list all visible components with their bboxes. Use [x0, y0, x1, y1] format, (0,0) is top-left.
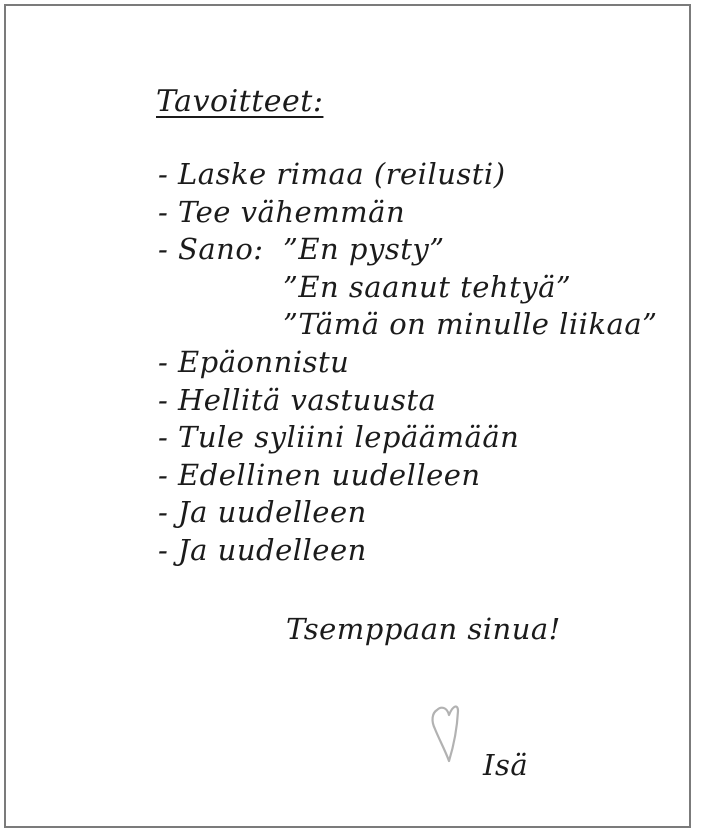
list-item: - Tule syliini lepäämään	[158, 420, 520, 455]
quoted-phrase: ”En saanut tehtyä”	[283, 269, 572, 304]
list-item: - Hellitä vastuusta	[158, 382, 437, 417]
page-title: Tavoitteet:	[156, 84, 324, 119]
list-item: - Epäonnistu	[158, 344, 350, 379]
goals-list	[158, 156, 657, 570]
list-item: - Ja uudelleen	[158, 532, 367, 567]
list-item	[158, 231, 657, 269]
list-item: - Tee vähemmän	[158, 194, 406, 229]
list-item: - Laske rimaa (reilusti)	[158, 157, 506, 191]
quoted-phrase: ”Tämä on minulle liikaa”	[283, 307, 658, 342]
list-item: - Ja uudelleen	[158, 495, 367, 530]
closing-message: Tsemppaan sinua!	[286, 612, 561, 646]
signature: Isä	[483, 748, 529, 782]
quoted-phrase: ”En pysty”	[283, 232, 445, 267]
heart-icon	[428, 700, 472, 764]
list-item-label: - Sano:	[158, 232, 264, 267]
list-item: - Edellinen uudelleen	[158, 457, 481, 492]
